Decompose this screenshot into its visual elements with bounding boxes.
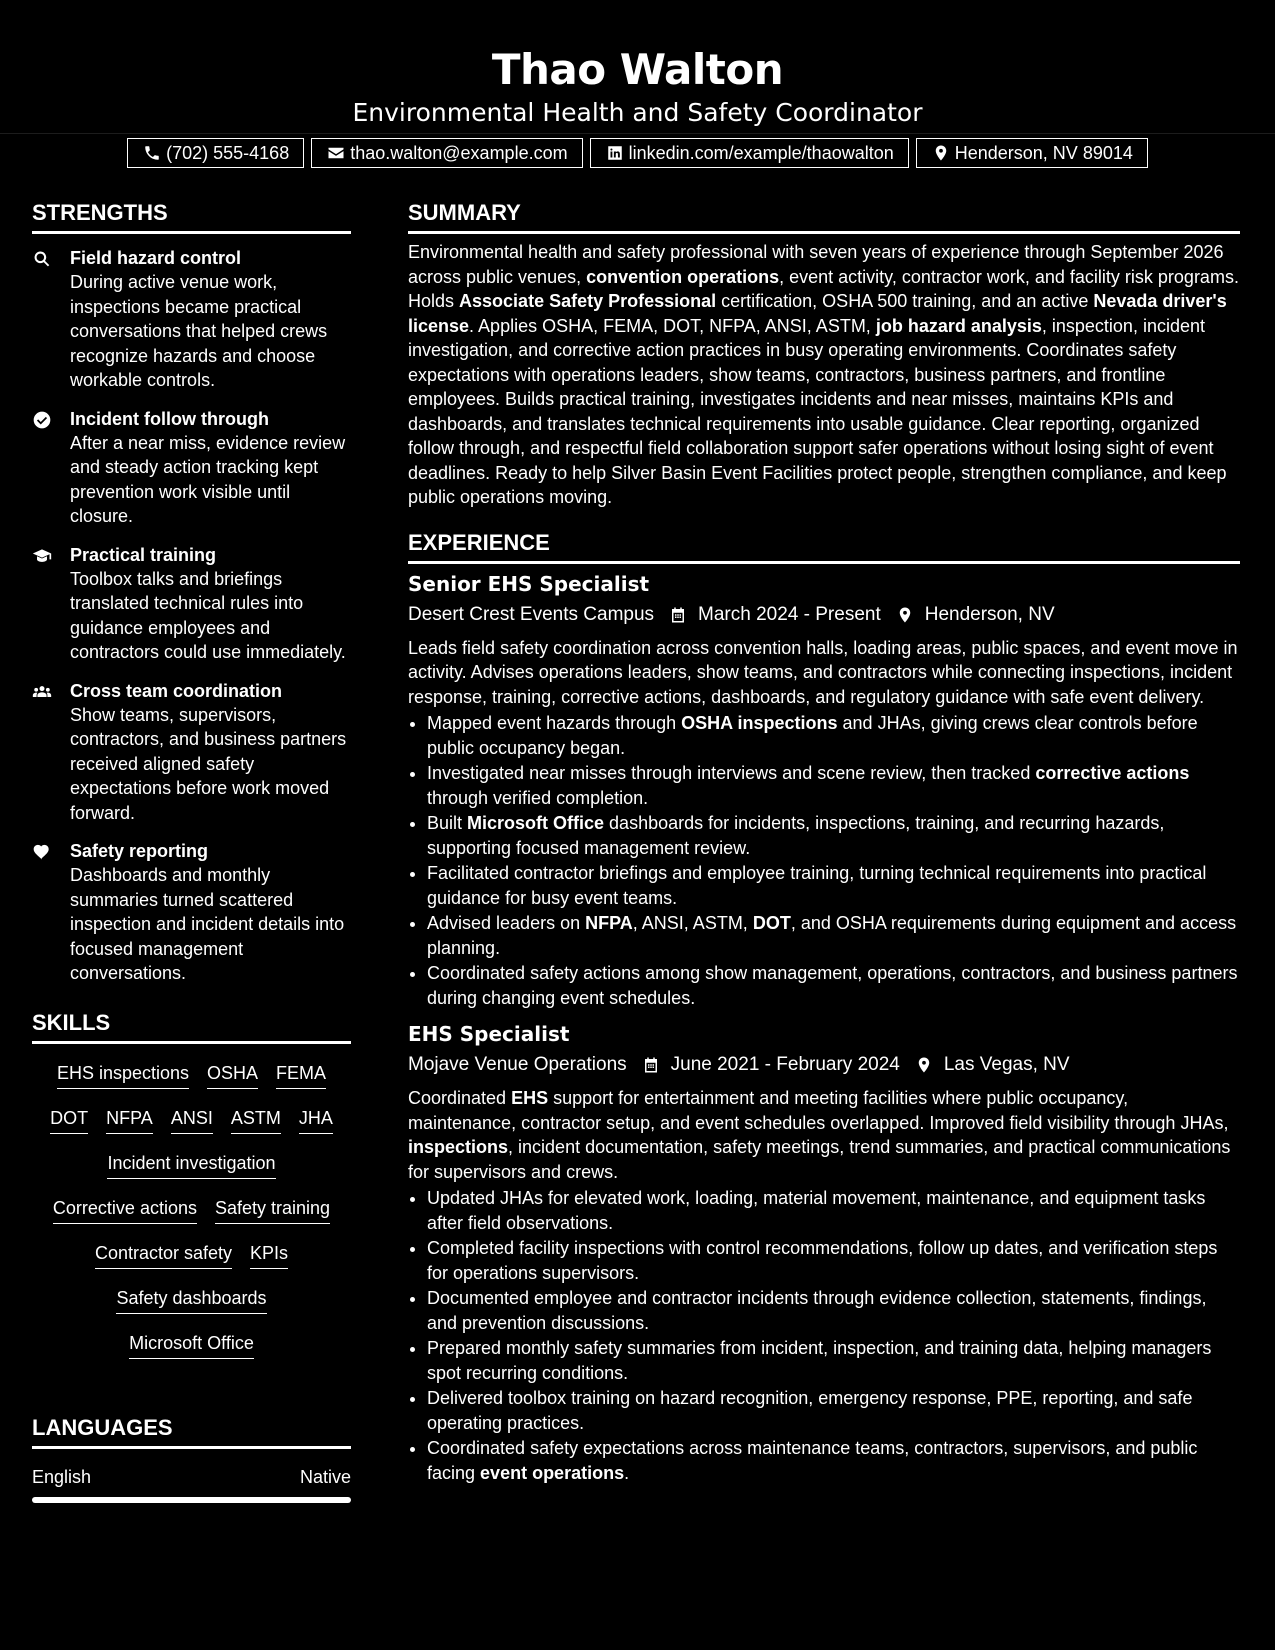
bold-keyword: inspections <box>408 1137 509 1157</box>
summary-title: SUMMARY <box>408 198 1240 234</box>
skill-tag: OSHA <box>207 1061 258 1089</box>
skill-row <box>32 1144 351 1189</box>
strength-title: Field hazard control <box>70 248 242 268</box>
skills-section <box>32 1008 351 1369</box>
job-meta <box>408 600 1240 630</box>
strength-title: Safety reporting <box>70 841 209 861</box>
strength-title: Incident follow through <box>70 408 269 429</box>
location-pin-icon <box>914 1055 934 1075</box>
contact-phone-text: (702) 555-4168 <box>166 142 290 163</box>
job-meta <box>408 1050 1240 1080</box>
candidate-headline: Environmental Health and Safety Coordinator <box>352 98 923 127</box>
text-run: Delivered toolbox training on hazard recognition, emergency response, PPE, reporting, and safe operating practices. <box>427 1388 1193 1433</box>
contact-location <box>916 138 1148 168</box>
skill-row <box>32 1324 351 1369</box>
text-run: Coordinated safety actions among show management, operations, contractors, and business partners during changing event schedules. <box>427 963 1238 1008</box>
language-level: Native <box>299 1466 351 1487</box>
job-entry <box>408 1020 1240 1485</box>
language-proficiency-bar <box>32 1497 351 1503</box>
text-run: Built <box>427 813 468 833</box>
job-location: Henderson, NV <box>924 603 1055 625</box>
job-bullet <box>427 1286 1240 1335</box>
text-run: Completed facility inspections with control recommendations, follow up dates, and verification steps for operations supervisors. <box>427 1238 1218 1283</box>
text-run: , event activity, contractor work, and facility risk programs. Holds <box>408 266 1239 311</box>
skill-row <box>32 1054 351 1099</box>
strengths-section <box>32 198 351 986</box>
bold-keyword: NFPA <box>585 913 633 933</box>
strength-desc: Show teams, supervisors, contractors, and business partners received aligned safety expectations before work moved forward. <box>70 704 347 823</box>
bold-keyword: EHS <box>511 1088 549 1108</box>
text-run: Leads field safety coordination across convention halls, loading areas, public spaces, and event move in activity. Advises operations leaders, show teams, and contractors while connecting inspections, incident response, training, corrective actions, dashboards, and regulatory guidance with safe event delivery. <box>408 637 1238 707</box>
skill-row <box>32 1189 351 1234</box>
strength-desc: During active venue work, inspections became practical conversations that helped crews recognize hazards and choose workable controls. <box>70 272 328 390</box>
bold-keyword: corrective actions <box>1035 763 1190 783</box>
text-run: Documented employee and contractor incidents through evidence collection, statements, findings, and prevention discussions. <box>427 1288 1207 1333</box>
bold-keyword: job hazard analysis <box>875 315 1042 336</box>
linkedin-icon <box>605 143 625 163</box>
job-bullet <box>427 711 1240 760</box>
experience-title: EXPERIENCE <box>408 528 1240 564</box>
job-bullet <box>427 961 1240 1010</box>
bold-keyword: Associate Safety Professional <box>459 291 717 311</box>
text-run: Updated JHAs for elevated work, loading, material movement, maintenance, and equipment tasks after field observations. <box>427 1188 1206 1233</box>
text-run: Advised leaders on <box>427 913 586 933</box>
calendar-icon <box>668 605 688 625</box>
strength-desc: Dashboards and monthly summaries turned scattered inspection and incident details into focused management conversations. <box>70 865 345 983</box>
experience-section <box>408 528 1240 1486</box>
language-row <box>32 1465 351 1489</box>
contact-linkedin[interactable] <box>590 138 909 168</box>
job-bullet <box>427 811 1240 860</box>
job-title: Senior EHS Specialist <box>408 571 650 596</box>
strength-item <box>32 839 351 986</box>
bold-keyword: convention operations <box>586 266 780 287</box>
text-run: Mapped event hazards through <box>427 713 682 733</box>
text-run: Facilitated contractor briefings and employee training, turning technical requirements into practical guidance for busy event teams. <box>427 863 1207 908</box>
strength-title: Practical training <box>70 544 217 565</box>
summary-text <box>408 240 1240 510</box>
languages-section <box>32 1413 351 1503</box>
skill-tag: Incident investigation <box>107 1151 275 1179</box>
phone-icon <box>142 143 162 163</box>
strengths-title: STRENGTHS <box>32 198 351 234</box>
strength-desc: After a near miss, evidence review and steady action tracking kept prevention work visible until closure. <box>70 432 346 526</box>
text-run: , and OSHA requirements during equipment and access planning. <box>427 913 1237 958</box>
text-run: Environmental health and safety professional with seven years of experience through September 2026 across public venues, <box>408 242 1224 287</box>
job-company: Desert Crest Events Campus <box>408 603 655 625</box>
text-run: . <box>624 1462 630 1483</box>
job-bullet <box>427 1336 1240 1385</box>
bold-keyword: DOT <box>752 913 791 933</box>
users-icon <box>32 679 70 826</box>
skill-tag: NFPA <box>106 1106 153 1134</box>
location-pin-icon <box>931 143 951 163</box>
location-pin-icon <box>895 605 915 625</box>
bold-keyword: OSHA inspections <box>681 713 838 733</box>
text-run: and JHAs, giving crews clear controls before public occupancy began. <box>427 713 1198 758</box>
contact-phone[interactable] <box>127 138 304 168</box>
text-run: , ANSI, ASTM, <box>632 913 753 933</box>
bold-keyword: Nevada driver's license <box>408 291 1227 336</box>
text-run: through verified completion. <box>427 787 649 808</box>
resume-header <box>0 0 1275 163</box>
skill-tag: KPIs <box>250 1241 288 1269</box>
job-bullet <box>427 1436 1240 1485</box>
skill-tag: EHS inspections <box>57 1061 189 1089</box>
job-company: Mojave Venue Operations <box>408 1054 627 1075</box>
job-bullet <box>427 911 1240 960</box>
graduation-cap-icon <box>32 543 70 665</box>
contact-bar <box>0 138 1275 168</box>
heart-icon <box>32 839 70 986</box>
skill-tag: Safety training <box>215 1196 330 1224</box>
skill-row <box>32 1099 351 1144</box>
text-run: Coordinated safety expectations across maintenance teams, contractors, supervisors, and public facing <box>427 1438 1198 1483</box>
contact-email[interactable] <box>311 138 582 168</box>
skill-tag: ASTM <box>231 1106 281 1134</box>
skill-tag: Corrective actions <box>53 1196 197 1224</box>
skills-list <box>32 1054 351 1369</box>
job-bullet <box>427 1386 1240 1435</box>
text-run: dashboards for incidents, inspections, training, and recurring hazards, supporting focused management review. <box>427 813 1165 858</box>
skill-row <box>32 1279 351 1324</box>
job-dates: June 2021 - February 2024 <box>670 1054 900 1075</box>
strength-item <box>32 246 351 393</box>
left-column <box>32 198 351 1503</box>
job-bullet <box>427 761 1240 810</box>
envelope-icon <box>326 143 346 163</box>
bold-keyword: event operations <box>480 1462 625 1483</box>
job-bullet <box>427 1186 1240 1235</box>
calendar-icon <box>641 1055 661 1075</box>
job-location: Las Vegas, NV <box>943 1054 1070 1075</box>
strength-desc: Toolbox talks and briefings translated technical rules into guidance employees and contractors could use immediately. <box>70 568 346 662</box>
check-circle-icon <box>32 407 70 529</box>
strength-item <box>32 407 351 529</box>
job-title: EHS Specialist <box>408 1022 570 1046</box>
text-run: , incident documentation, safety meetings, trend summaries, and practical communications for supervisors and crews. <box>408 1137 1231 1182</box>
contact-email-text: thao.walton@example.com <box>350 142 568 163</box>
language-name: English <box>32 1466 92 1487</box>
skill-tag: FEMA <box>276 1061 326 1089</box>
search-icon <box>32 246 70 393</box>
bold-keyword: Microsoft Office <box>467 813 605 833</box>
skill-tag: Microsoft Office <box>129 1331 254 1359</box>
text-run: support for entertainment and meeting facilities where public occupancy, maintenance, contractor setup, and event schedules overlapped. Improved field visibility through JHAs, <box>408 1088 1229 1133</box>
strength-item <box>32 679 351 826</box>
text-run: , inspection, incident investigation, and corrective action practices in busy operating environments. Coordinates safety expectations with operations leaders, show teams, contractors, business partners, and frontline employees. Builds practical training, investigates incidents and near misses, maintains KPIs and dashboards, and translates technical requirements into usable guidance. Clear reporting, organized follow through, and respectful field collaboration support safer operations without losing sight of event deadlines. Ready to help Silver Basin Event Facilities protect people, strengthen compliance, and keep public operations moving. <box>408 315 1227 507</box>
skill-tag: JHA <box>299 1106 333 1134</box>
strength-title: Cross team coordination <box>70 680 283 701</box>
job-description <box>408 1086 1240 1184</box>
job-bullet <box>427 861 1240 910</box>
skill-tag: Contractor safety <box>95 1241 232 1269</box>
summary-section <box>408 198 1240 510</box>
skills-title: SKILLS <box>32 1008 351 1044</box>
strength-item <box>32 543 351 665</box>
skill-tag: ANSI <box>171 1106 213 1134</box>
languages-title: LANGUAGES <box>32 1413 351 1449</box>
skill-row <box>32 1234 351 1279</box>
job-dates: March 2024 - Present <box>698 603 881 625</box>
job-bullets <box>408 711 1240 1010</box>
contact-linkedin-text: linkedin.com/example/thaowalton <box>628 142 894 163</box>
text-run: Coordinated <box>408 1088 512 1108</box>
skill-tag: Safety dashboards <box>116 1286 266 1314</box>
text-run: Investigated near misses through interviews and scene review, then tracked <box>427 763 1036 783</box>
text-run: Prepared monthly safety summaries from incident, inspection, and training data, helping managers spot recurring conditions. <box>427 1338 1212 1383</box>
job-description <box>408 636 1240 710</box>
contact-location-text: Henderson, NV 89014 <box>954 142 1133 163</box>
job-bullet <box>427 1236 1240 1285</box>
job-entry <box>408 570 1240 1011</box>
text-run: certification, OSHA 500 training, and an active <box>716 291 1094 311</box>
candidate-name: Thao Walton <box>491 45 784 94</box>
right-column <box>408 198 1240 1486</box>
skill-tag: DOT <box>50 1106 88 1134</box>
text-run: . Applies OSHA, FEMA, DOT, NFPA, ANSI, ASTM, <box>469 315 876 336</box>
job-bullets <box>408 1186 1240 1485</box>
